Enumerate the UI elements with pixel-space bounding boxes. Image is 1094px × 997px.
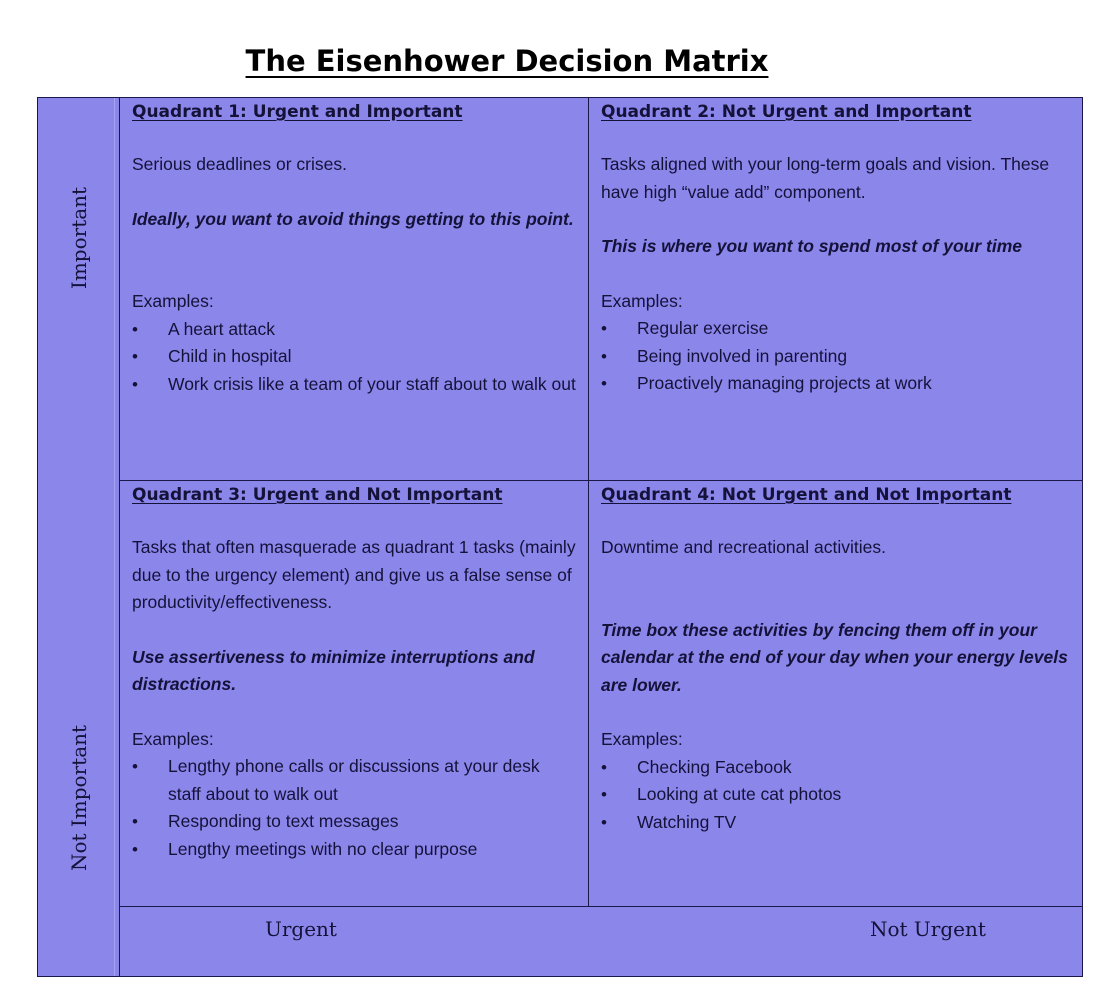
axis-label-urgent: Urgent [265,917,337,941]
list-item: • Work crisis like a team of your staff about to walk out [132,371,576,399]
list-item: • Checking Facebook [601,754,1070,782]
quadrant-description: Tasks aligned with your long-term goals and vision. These have high “value add” component. [601,154,1050,202]
examples-label: Examples: [601,729,683,749]
quadrant-emphasis: This is where you want to spend most of your time [601,236,1023,256]
quadrant-2 [589,98,1082,481]
quadrant-3 [120,481,589,907]
list-item: • Looking at cute cat photos [601,781,1070,809]
axis-label-not-urgent: Not Urgent [870,917,986,941]
list-item: • Proactively managing projects at work [601,370,1070,398]
list-item: • Regular exercise [601,315,1070,343]
quadrant-1 [120,98,589,481]
examples-label: Examples: [132,728,214,749]
eisenhower-matrix [37,97,1083,977]
quadrant-description: Downtime and recreational activities. [601,537,886,557]
quadrant-emphasis: Ideally, you want to avoid things getting to this point. [132,208,574,229]
page-title: The Eisenhower Decision Matrix [245,44,769,78]
quadrant-heading: Quadrant 4: Not Urgent and Not Important [601,485,1012,505]
quadrant-heading: Quadrant 2: Not Urgent and Important [601,102,972,122]
examples-label: Examples: [601,290,683,311]
quadrant-heading: Quadrant 1: Urgent and Important [132,102,463,122]
list-item: • Child in hospital [132,343,576,371]
axis-label-important: Important [67,186,91,290]
importance-axis-column [38,98,120,976]
list-item: • A heart attack [132,316,576,344]
list-item: • Responding to text messages [132,808,576,836]
axis-label-not-important: Not Important [67,724,91,872]
list-item: • Lengthy phone calls or discussions at your desk staff about to walk out [132,753,576,808]
urgency-axis-row [120,907,1082,976]
quadrant-description: Serious deadlines or crises. [132,154,347,174]
quadrant-heading: Quadrant 3: Urgent and Not Important [132,485,503,505]
examples-list [132,316,576,399]
list-item: • Being involved in parenting [601,343,1070,371]
examples-list [601,315,1070,398]
examples-list [601,754,1070,837]
list-item: • Watching TV [601,809,1070,837]
list-item: • Lengthy meetings with no clear purpose [132,836,576,864]
quadrant-description: Tasks that often masquerade as quadrant 1 tasks (mainly due to the urgency element) and give us a false sense of productivity/effectiveness. [132,537,576,612]
quadrant-emphasis: Use assertiveness to minimize interruptions and distractions. [132,646,535,694]
examples-list [132,753,576,863]
quadrant-4 [589,481,1082,907]
quadrant-emphasis: Time box these activities by fencing them off in your calendar at the end of your day when your energy levels are lower. [601,619,1068,695]
examples-label: Examples: [132,291,214,311]
